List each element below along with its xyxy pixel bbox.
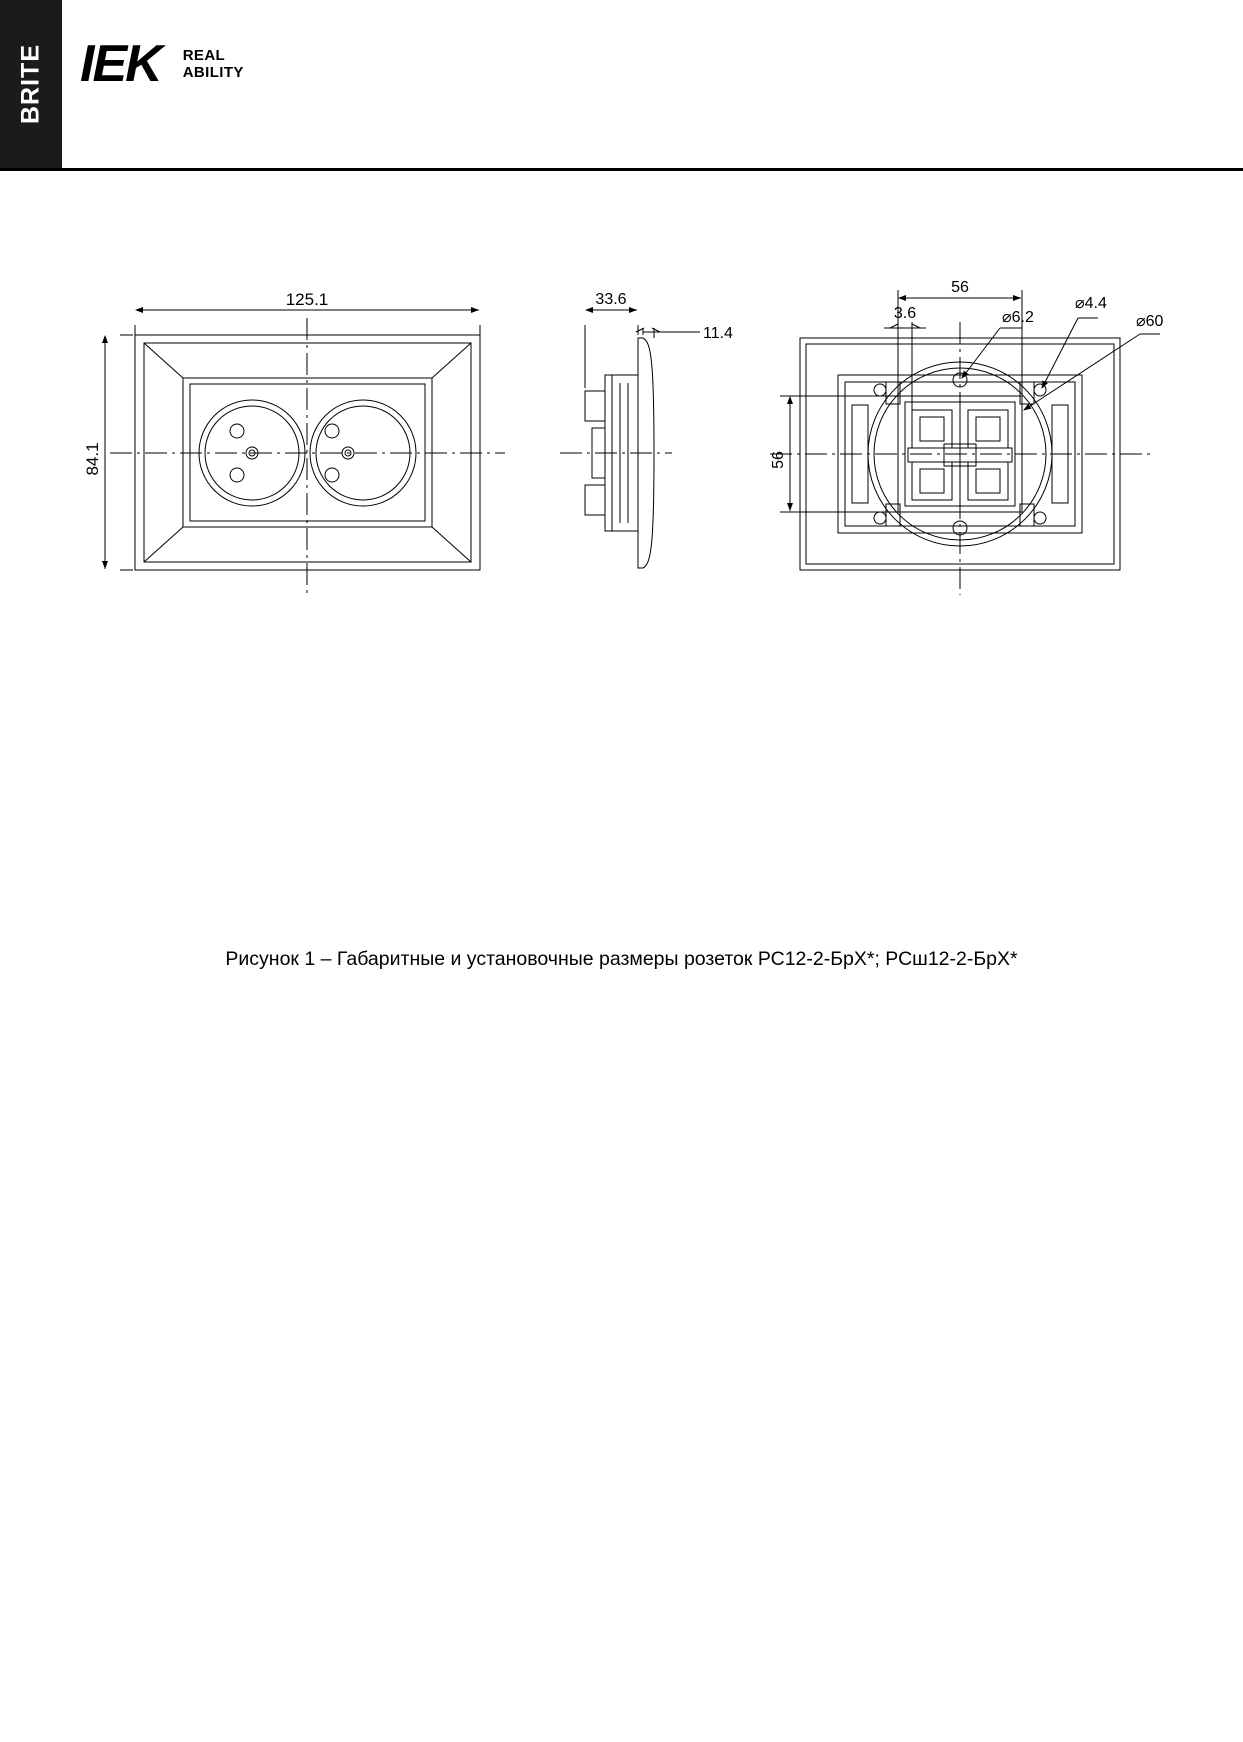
dim-front-width: 125.1 [285,290,329,309]
side-depth-dimension [585,291,638,388]
rear-view [770,322,1150,595]
dim-rear-width: 56 [951,279,969,296]
figure-caption: Рисунок 1 – Габаритные и установочные размеры розеток РС12-2-БрХ*; РСш12-2-БрХ* [225,948,1018,970]
dim-hole-44: ⌀4.4 [1075,295,1107,312]
bore-60-leader [1024,313,1164,410]
header-divider [0,168,1243,171]
dim-slot-width: 3.6 [893,305,917,322]
slogan-line-2: ABILITY [182,64,244,81]
brand-side-tab-label: BRITE [16,44,45,124]
dim-rear-height: 56 [770,451,787,469]
technical-drawing [0,250,1243,630]
side-view [560,338,672,568]
dim-side-thickness: 11.4 [703,325,733,342]
side-thickness-dimension [636,325,733,342]
dim-front-height: 84.1 [83,442,102,476]
brand-side-tab [0,0,62,168]
page-header [0,0,1243,168]
iek-logo [80,35,244,93]
hole-44-leader [1042,295,1107,388]
iek-logo-slogan [183,47,244,81]
slogan-line-1: REAL [182,47,226,64]
front-view [110,318,505,595]
iek-logo-wordmark: IEK [80,35,161,93]
dim-hole-62: ⌀6.2 [1002,309,1034,326]
dim-side-depth: 33.6 [595,291,627,308]
drawing-svg [0,250,1243,630]
dim-bore-60: ⌀60 [1136,313,1164,330]
